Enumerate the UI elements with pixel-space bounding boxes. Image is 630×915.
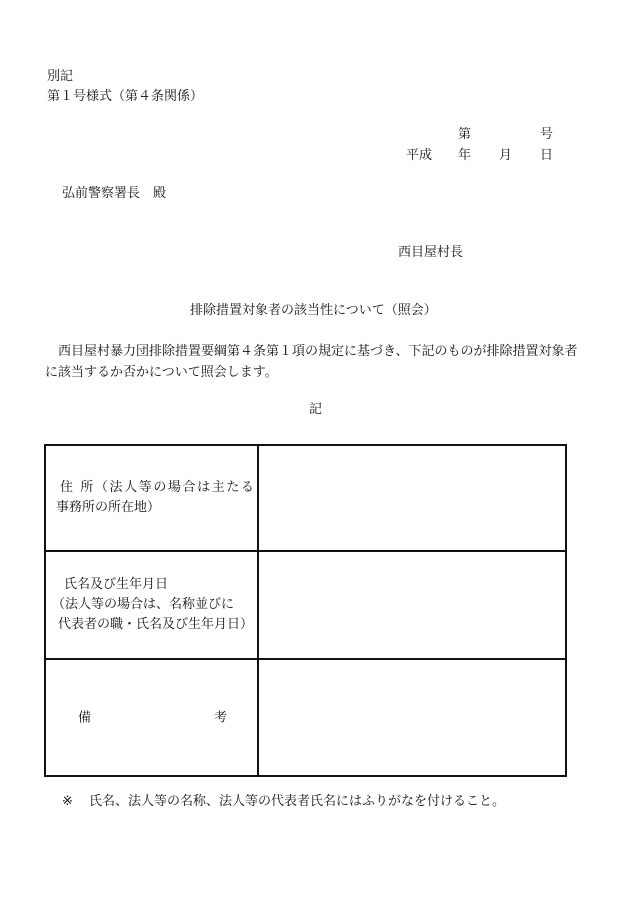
- date-day-label: 日: [540, 148, 554, 163]
- address-label-line-2: 事務所の所在地）: [56, 500, 161, 515]
- table-row: [45, 659, 566, 776]
- sender: 西目屋村長: [398, 245, 464, 260]
- remarks-label-cell: [45, 659, 258, 776]
- table-row: [45, 551, 566, 659]
- address-label-cell: [45, 445, 258, 551]
- form-number-label: 第１号様式（第４条関係）: [47, 89, 204, 104]
- document-title: 排除措置対象者の該当性について（照会）: [190, 303, 437, 318]
- document-number-suffix: 号: [540, 127, 554, 142]
- form-annex-label: 別記: [47, 69, 74, 84]
- body-text-line-1: 西目屋村暴力団排除措置要綱第４条第１項の規定に基づき、下記のものが排除措置対象者: [58, 344, 578, 359]
- document-number-prefix: 第: [458, 127, 472, 142]
- ki-heading: 記: [309, 402, 323, 417]
- table-row: [45, 445, 566, 551]
- address-value-cell[interactable]: [258, 445, 566, 551]
- addressee: 弘前警察署長 殿: [62, 186, 167, 201]
- remarks-value-cell[interactable]: [258, 659, 566, 776]
- name-label-line-1: 氏名及び生年月日: [64, 577, 169, 592]
- footnote-mark: ※: [62, 794, 73, 809]
- inquiry-form-table: [44, 444, 567, 777]
- body-text-line-2: に該当するか否かについて照会します。: [45, 365, 278, 380]
- date-era: 平成: [406, 148, 433, 163]
- footnote-text: 氏名、法人等の名称、法人等の代表者氏名にはふりがなを付けること。: [89, 794, 506, 809]
- address-label-line-1: 住 所（法人等の場合は主たる: [60, 480, 256, 495]
- remarks-label-right: 考: [214, 710, 228, 725]
- date-month-label: 月: [499, 148, 513, 163]
- name-label-line-2: （法人等の場合は、名称並びに: [52, 597, 235, 612]
- name-value-cell[interactable]: [258, 551, 566, 659]
- remarks-label-left: 備: [78, 710, 92, 725]
- date-year-label: 年: [458, 148, 472, 163]
- name-label-line-3: 代表者の職・氏名及び生年月日）: [58, 617, 254, 632]
- name-label-cell: [45, 551, 258, 659]
